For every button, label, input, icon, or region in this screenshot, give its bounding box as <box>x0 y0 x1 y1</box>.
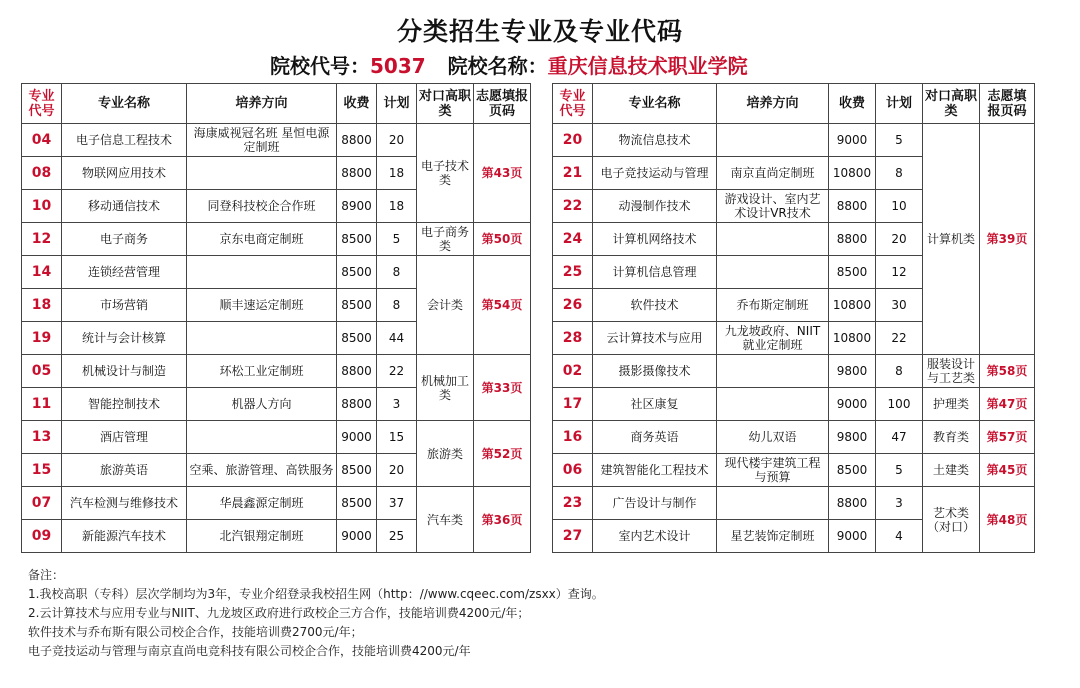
header-page: 志愿填报页码 <box>980 84 1035 124</box>
fee: 8800 <box>337 355 377 388</box>
fee: 8800 <box>337 157 377 190</box>
table-row <box>553 454 1035 487</box>
fee: 8800 <box>829 223 876 256</box>
fee: 10800 <box>829 322 876 355</box>
major-code: 14 <box>22 256 62 289</box>
left-major-table <box>21 83 531 553</box>
plan: 8 <box>377 256 417 289</box>
header-major: 专业名称 <box>593 84 717 124</box>
major-code: 28 <box>553 322 593 355</box>
fee: 9000 <box>829 388 876 421</box>
major-name: 软件技术 <box>593 289 717 322</box>
school-info <box>270 50 748 79</box>
fee: 8500 <box>337 223 377 256</box>
major-name: 室内艺术设计 <box>593 520 717 553</box>
category: 旅游类 <box>417 421 474 487</box>
notes-label: 备注： <box>28 568 65 582</box>
table-row <box>553 388 1035 421</box>
major-name: 摄影摄像技术 <box>593 355 717 388</box>
table-row <box>22 256 531 289</box>
major-name: 动漫制作技术 <box>593 190 717 223</box>
major-name: 社区康复 <box>593 388 717 421</box>
fee: 8900 <box>337 190 377 223</box>
plan: 22 <box>876 322 923 355</box>
plan: 4 <box>876 520 923 553</box>
major-name: 酒店管理 <box>62 421 187 454</box>
major-code: 27 <box>553 520 593 553</box>
table-row <box>553 124 1035 157</box>
note-line: 软件技术与乔布斯有限公司校企合作，技能培训费2700元/年； <box>28 625 363 639</box>
major-name: 物流信息技术 <box>593 124 717 157</box>
training-direction <box>717 487 829 520</box>
major-code: 17 <box>553 388 593 421</box>
category: 机械加工类 <box>417 355 474 421</box>
major-code: 12 <box>22 223 62 256</box>
training-direction <box>717 388 829 421</box>
note-line: 2.云计算技术与应用专业与NIIT、九龙坡区政府进行政校企三方合作，技能培训费4200元/年； <box>28 606 530 620</box>
training-direction <box>717 256 829 289</box>
plan: 10 <box>876 190 923 223</box>
fee: 9800 <box>829 421 876 454</box>
fee: 10800 <box>829 157 876 190</box>
training-direction: 游戏设计、室内艺术设计VR技术 <box>717 190 829 223</box>
plan: 12 <box>876 256 923 289</box>
plan: 47 <box>876 421 923 454</box>
major-code: 24 <box>553 223 593 256</box>
plan: 100 <box>876 388 923 421</box>
major-code: 07 <box>22 487 62 520</box>
table-row <box>22 223 531 256</box>
major-code: 10 <box>22 190 62 223</box>
major-code: 16 <box>553 421 593 454</box>
major-name: 连锁经营管理 <box>62 256 187 289</box>
major-code: 05 <box>22 355 62 388</box>
page-number: 第52页 <box>474 421 531 487</box>
major-code: 19 <box>22 322 62 355</box>
training-direction <box>187 322 337 355</box>
major-code: 13 <box>22 421 62 454</box>
major-code: 26 <box>553 289 593 322</box>
category: 电子技术类 <box>417 124 474 223</box>
major-code: 06 <box>553 454 593 487</box>
header-fee: 收费 <box>337 84 377 124</box>
major-name: 物联网应用技术 <box>62 157 187 190</box>
notes <box>28 566 604 661</box>
plan: 8 <box>377 289 417 322</box>
fee: 8800 <box>829 190 876 223</box>
major-name: 电子竞技运动与管理 <box>593 157 717 190</box>
training-direction <box>187 421 337 454</box>
table-row <box>22 124 531 157</box>
page-number: 第39页 <box>980 124 1035 355</box>
page-number: 第36页 <box>474 487 531 553</box>
training-direction: 现代楼宇建筑工程与预算 <box>717 454 829 487</box>
fee: 8500 <box>337 454 377 487</box>
training-direction: 九龙坡政府、NIIT就业定制班 <box>717 322 829 355</box>
major-name: 电子商务 <box>62 223 187 256</box>
major-name: 旅游英语 <box>62 454 187 487</box>
page-number: 第54页 <box>474 256 531 355</box>
header-direction: 培养方向 <box>717 84 829 124</box>
training-direction <box>717 124 829 157</box>
page-title: 分类招生专业及专业代码 <box>396 17 683 46</box>
school-name: 重庆信息技术职业学院 <box>547 54 748 78</box>
plan: 5 <box>876 454 923 487</box>
major-code: 11 <box>22 388 62 421</box>
training-direction: 环松工业定制班 <box>187 355 337 388</box>
fee: 8500 <box>337 322 377 355</box>
major-code: 22 <box>553 190 593 223</box>
note-line: 1.我校高职（专科）层次学制均为3年，专业介绍登录我校招生网（http：//www.cqeec.com/zsxx）查询。 <box>28 587 604 601</box>
table-row <box>22 487 531 520</box>
header-page: 志愿填报页码 <box>474 84 531 124</box>
major-name: 商务英语 <box>593 421 717 454</box>
header-fee: 收费 <box>829 84 876 124</box>
training-direction <box>187 256 337 289</box>
fee: 10800 <box>829 289 876 322</box>
plan: 22 <box>377 355 417 388</box>
major-code: 09 <box>22 520 62 553</box>
plan: 3 <box>876 487 923 520</box>
header-code: 专业代号 <box>553 84 593 124</box>
major-code: 25 <box>553 256 593 289</box>
training-direction: 乔布斯定制班 <box>717 289 829 322</box>
plan: 8 <box>876 355 923 388</box>
page-number: 第45页 <box>980 454 1035 487</box>
major-name: 汽车检测与维修技术 <box>62 487 187 520</box>
training-direction: 幼儿双语 <box>717 421 829 454</box>
note-line: 电子竞技运动与管理与南京直尚电竞科技有限公司校企合作，技能培训费4200元/年 <box>28 644 471 658</box>
major-name: 市场营销 <box>62 289 187 322</box>
page-number: 第58页 <box>980 355 1035 388</box>
plan: 5 <box>377 223 417 256</box>
training-direction: 华晨鑫源定制班 <box>187 487 337 520</box>
table-header-row <box>553 84 1035 124</box>
table-row <box>22 355 531 388</box>
fee: 8500 <box>829 256 876 289</box>
school-code-label: 院校代号： <box>270 54 370 78</box>
page-number: 第48页 <box>980 487 1035 553</box>
plan: 18 <box>377 157 417 190</box>
plan: 25 <box>377 520 417 553</box>
fee: 8500 <box>337 487 377 520</box>
category: 服装设计与工艺类 <box>923 355 980 388</box>
training-direction: 京东电商定制班 <box>187 223 337 256</box>
training-direction: 顺丰速运定制班 <box>187 289 337 322</box>
major-code: 23 <box>553 487 593 520</box>
plan: 20 <box>377 454 417 487</box>
plan: 8 <box>876 157 923 190</box>
training-direction <box>717 223 829 256</box>
school-name-label: 院校名称： <box>447 54 548 78</box>
page-number: 第47页 <box>980 388 1035 421</box>
category: 教育类 <box>923 421 980 454</box>
table-row <box>22 421 531 454</box>
major-code: 15 <box>22 454 62 487</box>
plan: 20 <box>377 124 417 157</box>
header-category: 对口高职类 <box>923 84 980 124</box>
plan: 30 <box>876 289 923 322</box>
header-plan: 计划 <box>377 84 417 124</box>
school-code: 5037 <box>370 54 426 78</box>
category: 土建类 <box>923 454 980 487</box>
training-direction: 海康威视冠名班 星恒电源定制班 <box>187 124 337 157</box>
major-code: 08 <box>22 157 62 190</box>
training-direction <box>717 355 829 388</box>
fee: 8800 <box>337 388 377 421</box>
fee: 9000 <box>829 124 876 157</box>
category: 电子商务类 <box>417 223 474 256</box>
major-name: 云计算技术与应用 <box>593 322 717 355</box>
training-direction: 南京直尚定制班 <box>717 157 829 190</box>
major-name: 移动通信技术 <box>62 190 187 223</box>
fee: 8500 <box>337 289 377 322</box>
table-header-row <box>22 84 531 124</box>
training-direction: 空乘、旅游管理、高铁服务 <box>187 454 337 487</box>
major-name: 广告设计与制作 <box>593 487 717 520</box>
major-name: 机械设计与制造 <box>62 355 187 388</box>
training-direction <box>187 157 337 190</box>
fee: 8500 <box>829 454 876 487</box>
page-number: 第50页 <box>474 223 531 256</box>
header-direction: 培养方向 <box>187 84 337 124</box>
plan: 18 <box>377 190 417 223</box>
major-code: 18 <box>22 289 62 322</box>
plan: 20 <box>876 223 923 256</box>
category: 护理类 <box>923 388 980 421</box>
header-major: 专业名称 <box>62 84 187 124</box>
right-major-table <box>552 83 1035 553</box>
category: 汽车类 <box>417 487 474 553</box>
major-code: 04 <box>22 124 62 157</box>
table-row <box>553 487 1035 520</box>
major-name: 计算机信息管理 <box>593 256 717 289</box>
plan: 15 <box>377 421 417 454</box>
fee: 9000 <box>829 520 876 553</box>
fee: 8800 <box>829 487 876 520</box>
page-number: 第33页 <box>474 355 531 421</box>
category: 艺术类（对口） <box>923 487 980 553</box>
major-name: 智能控制技术 <box>62 388 187 421</box>
fee: 9000 <box>337 520 377 553</box>
plan: 5 <box>876 124 923 157</box>
major-code: 02 <box>553 355 593 388</box>
table-row <box>553 421 1035 454</box>
plan: 3 <box>377 388 417 421</box>
page-number: 第57页 <box>980 421 1035 454</box>
training-direction: 机器人方向 <box>187 388 337 421</box>
category: 计算机类 <box>923 124 980 355</box>
plan: 44 <box>377 322 417 355</box>
page-number: 第43页 <box>474 124 531 223</box>
fee: 8500 <box>337 256 377 289</box>
header-code: 专业代号 <box>22 84 62 124</box>
major-code: 20 <box>553 124 593 157</box>
table-row <box>553 355 1035 388</box>
training-direction: 北汽银翔定制班 <box>187 520 337 553</box>
major-name: 建筑智能化工程技术 <box>593 454 717 487</box>
training-direction: 同登科技校企合作班 <box>187 190 337 223</box>
fee: 9800 <box>829 355 876 388</box>
header-category: 对口高职类 <box>417 84 474 124</box>
fee: 9000 <box>337 421 377 454</box>
major-name: 计算机网络技术 <box>593 223 717 256</box>
fee: 8800 <box>337 124 377 157</box>
training-direction: 星艺装饰定制班 <box>717 520 829 553</box>
major-name: 电子信息工程技术 <box>62 124 187 157</box>
category: 会计类 <box>417 256 474 355</box>
plan: 37 <box>377 487 417 520</box>
major-name: 统计与会计核算 <box>62 322 187 355</box>
major-name: 新能源汽车技术 <box>62 520 187 553</box>
major-code: 21 <box>553 157 593 190</box>
header-plan: 计划 <box>876 84 923 124</box>
